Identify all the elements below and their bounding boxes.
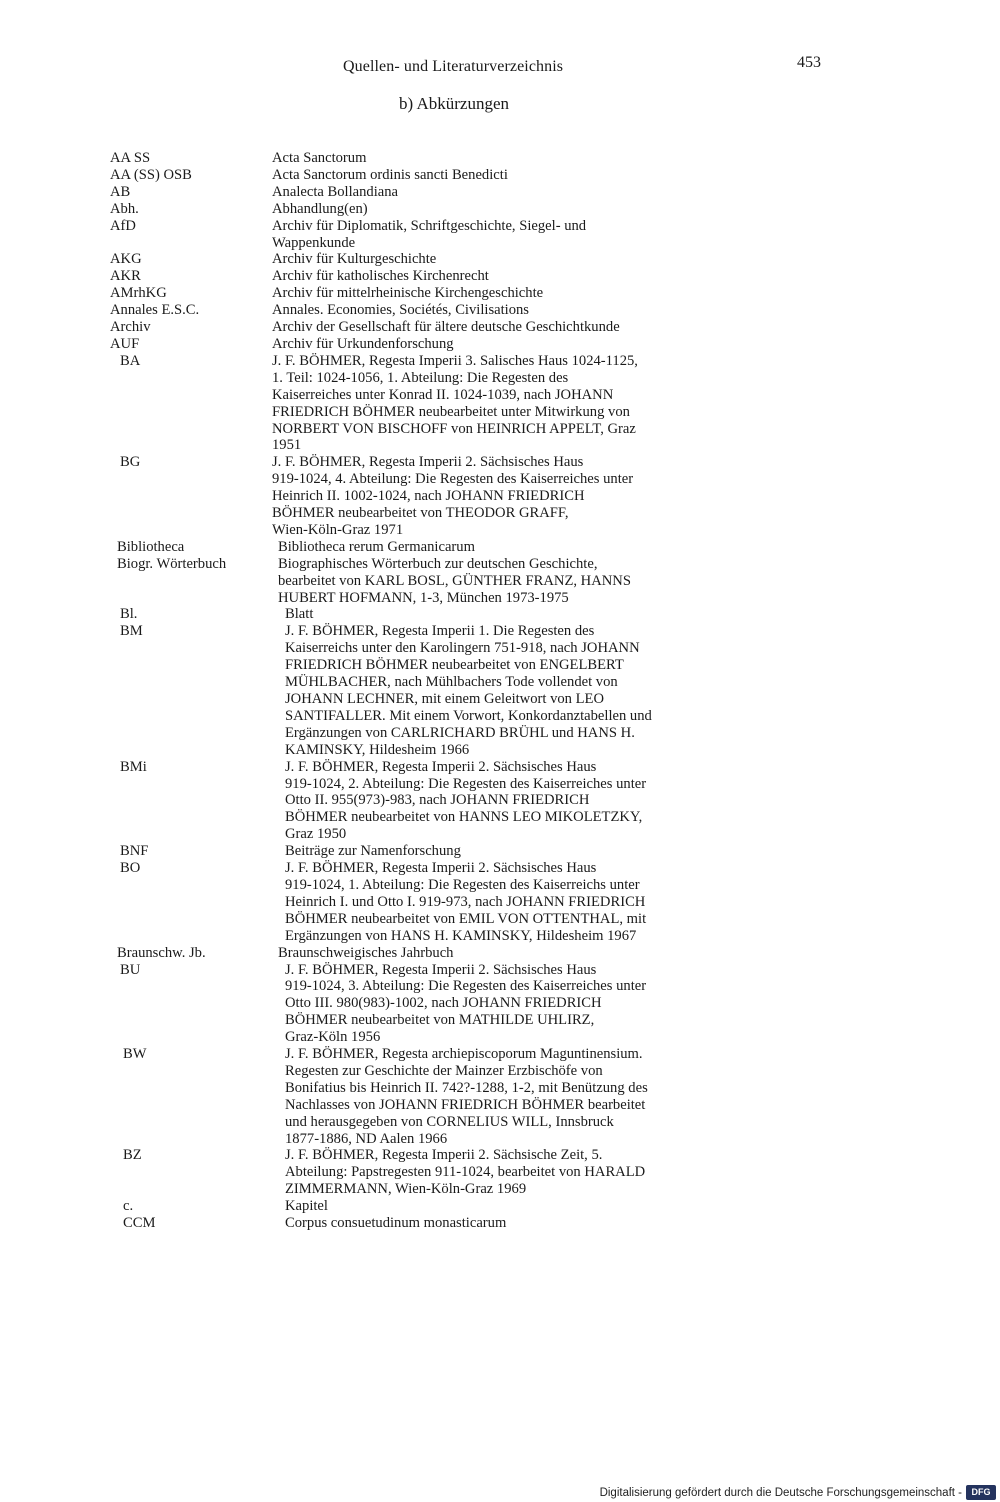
expansion-line: BÖHMER neubearbeitet von THEODOR GRAFF,: [272, 505, 569, 522]
abbreviation-entry: [0, 843, 1000, 860]
expansion-line: Beiträge zur Namenforschung: [285, 843, 461, 860]
abbreviation-entry: [0, 556, 1000, 607]
expansion-line: Corpus consuetudinum monasticarum: [285, 1215, 507, 1232]
abbreviation-entry: [0, 539, 1000, 556]
abbreviation-expansion: [272, 167, 742, 184]
abbreviation-term: BW: [123, 1046, 147, 1063]
expansion-line: Regesten zur Geschichte der Mainzer Erzbischöfe von: [285, 1062, 603, 1079]
abbreviation-term: AfD: [110, 217, 136, 234]
abbreviation-entry: [0, 962, 1000, 1047]
expansion-line: Archiv für Diplomatik, Schriftgeschichte, Siegel- und: [272, 217, 587, 234]
expansion-line: J. F. BÖHMER, Regesta Imperii 2. Sächsisches Haus: [285, 758, 597, 775]
abbreviation-entry: [0, 1046, 1000, 1147]
abbreviation-term: Abh.: [110, 200, 139, 217]
abbreviation-expansion: [278, 945, 748, 962]
expansion-line: 919-1024, 1. Abteilung: Die Regesten des Kaiserreichs unter: [285, 876, 640, 893]
expansion-line: Annales. Economies, Sociétés, Civilisations: [272, 302, 529, 319]
abbreviation-entry: [0, 945, 1000, 962]
expansion-line: KAMINSKY, Hildesheim 1966: [285, 741, 470, 758]
expansion-line: J. F. BÖHMER, Regesta archiepiscoporum Maguntinensium.: [285, 1046, 643, 1063]
abbreviation-term: BNF: [120, 843, 149, 860]
digitization-footer: [0, 1480, 1000, 1502]
abbreviation-expansion: [272, 150, 742, 167]
expansion-line: Analecta Bollandiana: [272, 183, 399, 200]
abbreviation-expansion: [278, 539, 748, 556]
expansion-line: ZIMMERMANN, Wien-Köln-Graz 1969: [285, 1181, 527, 1198]
expansion-line: BÖHMER neubearbeitet von EMIL VON OTTENTHAL, mit: [285, 910, 647, 927]
expansion-line: Archiv der Gesellschaft für ältere deutsche Geschichtkunde: [272, 319, 620, 336]
expansion-line: J. F. BÖHMER, Regesta Imperii 2. Sächsisches Haus: [272, 454, 584, 471]
expansion-line: MÜHLBACHER, nach Mühlbachers Tode vollendet von: [285, 674, 618, 691]
abbreviation-term: BM: [120, 623, 143, 640]
page-header: [0, 54, 1000, 84]
expansion-line: BÖHMER neubearbeitet von HANNS LEO MIKOLETZKY,: [285, 809, 643, 826]
abbreviation-term: BZ: [123, 1147, 142, 1164]
expansion-line: Archiv für Kulturgeschichte: [272, 251, 437, 268]
abbreviation-term: Biogr. Wörterbuch: [117, 555, 227, 572]
expansion-line: Graz-Köln 1956: [285, 1029, 381, 1046]
expansion-line: Acta Sanctorum ordinis sancti Benedicti: [272, 166, 508, 183]
expansion-line: und herausgegeben von CORNELIUS WILL, Innsbruck: [285, 1113, 614, 1130]
abbreviation-term: AB: [110, 183, 131, 200]
expansion-line: Bonifatius bis Heinrich II. 742?-1288, 1-2, mit Benützung des: [285, 1079, 648, 1096]
footer-text: Digitalisierung gefördert durch die Deutsche Forschungsgemeinschaft -: [599, 1487, 962, 1499]
page-number: 453: [797, 54, 821, 71]
abbreviation-term: BO: [120, 860, 141, 877]
expansion-line: SANTIFALLER. Mit einem Vorwort, Konkordanztabellen und: [285, 707, 652, 724]
abbreviation-entry: [0, 1215, 1000, 1232]
abbreviation-entry: [0, 285, 1000, 302]
abbreviation-expansion: [272, 319, 742, 336]
abbreviation-expansion: [285, 1215, 755, 1232]
abbreviation-expansion: [272, 251, 742, 268]
abbreviation-term: BMi: [120, 758, 147, 775]
abbreviation-expansion: [285, 1046, 755, 1147]
abbreviation-term: c.: [123, 1198, 134, 1215]
abbreviation-expansion: [272, 454, 742, 539]
expansion-line: 919-1024, 2. Abteilung: Die Regesten des Kaiserreiches unter: [285, 775, 647, 792]
abbreviation-expansion: [285, 860, 755, 945]
abbreviation-entry: [0, 218, 1000, 252]
abbreviation-expansion: [285, 1198, 755, 1215]
abbreviation-entry: [0, 759, 1000, 844]
abbreviation-expansion: [285, 759, 755, 844]
abbreviation-term: AUF: [110, 335, 140, 352]
abbreviation-term: Bl.: [120, 606, 138, 623]
expansion-line: Abteilung: Papstregesten 911-1024, bearbeitet von HARALD: [285, 1164, 646, 1181]
abbreviation-entry: [0, 302, 1000, 319]
abbreviation-term: AKR: [110, 268, 141, 285]
expansion-line: Abhandlung(en): [272, 200, 368, 217]
expansion-line: Blatt: [285, 606, 314, 623]
expansion-line: 1. Teil: 1024-1056, 1. Abteilung: Die Regesten des: [272, 369, 569, 386]
expansion-line: 919-1024, 3. Abteilung: Die Regesten des Kaiserreiches unter: [285, 978, 647, 995]
expansion-line: J. F. BÖHMER, Regesta Imperii 1. Die Regesten des: [285, 623, 595, 640]
abbreviation-entry: [0, 251, 1000, 268]
expansion-line: Archiv für mittelrheinische Kirchengeschichte: [272, 285, 544, 302]
abbreviation-term: AA SS: [110, 150, 151, 166]
expansion-line: Ergänzungen von CARLRICHARD BRÜHL und HANS H.: [285, 724, 635, 741]
expansion-line: J. F. BÖHMER, Regesta Imperii 2. Sächsisches Haus: [285, 860, 597, 877]
abbreviation-expansion: [278, 556, 748, 607]
expansion-line: 1877-1886, ND Aalen 1966: [285, 1130, 448, 1147]
abbreviation-term: Bibliotheca: [117, 538, 185, 555]
abbreviation-expansion: [285, 623, 755, 758]
expansion-line: Kaiserreichs unter den Karolingern 751-918, nach JOHANN: [285, 640, 640, 657]
expansion-line: 1951: [272, 437, 302, 454]
expansion-line: Ergänzungen von HANS H. KAMINSKY, Hildesheim 1967: [285, 927, 637, 944]
expansion-line: Biographisches Wörterbuch zur deutschen Geschichte,: [278, 555, 598, 572]
section-title: b) Abkürzungen: [399, 94, 510, 113]
expansion-line: J. F. BÖHMER, Regesta Imperii 2. Sächsische Zeit, 5.: [285, 1147, 603, 1164]
abbreviation-term: AMrhKG: [110, 285, 167, 302]
abbreviation-term: Annales E.S.C.: [110, 302, 200, 319]
abbreviation-entry: [0, 268, 1000, 285]
expansion-line: Heinrich I. und Otto I. 919-973, nach JOHANN FRIEDRICH: [285, 893, 646, 910]
running-title: Quellen- und Literaturverzeichnis: [343, 58, 564, 75]
abbreviation-term: BG: [120, 454, 141, 471]
expansion-line: Wien-Köln-Graz 1971: [272, 521, 404, 538]
abbreviation-list: [0, 150, 1000, 1232]
expansion-line: JOHANN LECHNER, mit einem Geleitwort von LEO: [285, 691, 604, 707]
abbreviation-entry: [0, 201, 1000, 218]
expansion-line: BÖHMER neubearbeitet von MATHILDE UHLIRZ,: [285, 1012, 595, 1029]
expansion-line: J. F. BÖHMER, Regesta Imperii 2. Sächsisches Haus: [285, 961, 597, 978]
expansion-line: Archiv für Urkundenforschung: [272, 335, 454, 352]
dfg-logo-icon: DFG: [966, 1485, 996, 1500]
abbreviation-entry: [0, 623, 1000, 758]
abbreviation-entry: [0, 1147, 1000, 1198]
abbreviation-expansion: [272, 353, 742, 454]
abbreviation-expansion: [272, 184, 742, 201]
abbreviation-expansion: [272, 201, 742, 218]
abbreviation-term: AKG: [110, 251, 142, 268]
abbreviation-entry: [0, 454, 1000, 539]
expansion-line: Wappenkunde: [272, 234, 356, 251]
abbreviation-expansion: [272, 268, 742, 285]
expansion-line: Bibliotheca rerum Germanicarum: [278, 538, 475, 555]
expansion-line: Heinrich II. 1002-1024, nach JOHANN FRIEDRICH: [272, 488, 585, 505]
abbreviation-expansion: [285, 1147, 755, 1198]
expansion-line: J. F. BÖHMER, Regesta Imperii 3. Salisches Haus 1024-1125,: [272, 352, 638, 369]
abbreviation-entry: [0, 319, 1000, 336]
abbreviation-entry: [0, 860, 1000, 945]
abbreviation-term: Archiv: [110, 319, 151, 336]
abbreviation-expansion: [272, 285, 742, 302]
expansion-line: NORBERT VON BISCHOFF von HEINRICH APPELT, Graz: [272, 420, 636, 437]
expansion-line: 919-1024, 4. Abteilung: Die Regesten des Kaiserreiches unter: [272, 471, 634, 488]
expansion-line: Braunschweigisches Jahrbuch: [278, 944, 454, 961]
abbreviation-entry: [0, 167, 1000, 184]
abbreviation-expansion: [272, 302, 742, 319]
expansion-line: FRIEDRICH BÖHMER neubearbeitet unter Mitwirkung von: [272, 403, 630, 420]
abbreviation-term: AA (SS) OSB: [110, 166, 192, 183]
abbreviation-term: CCM: [123, 1215, 156, 1232]
expansion-line: bearbeitet von KARL BOSL, GÜNTHER FRANZ, HANNS: [278, 572, 631, 589]
expansion-line: HUBERT HOFMANN, 1-3, München 1973-1975: [278, 589, 569, 606]
abbreviation-entry: [0, 1198, 1000, 1215]
abbreviation-expansion: [272, 218, 742, 252]
expansion-line: Otto II. 955(973)-983, nach JOHANN FRIEDRICH: [285, 792, 590, 809]
abbreviation-entry: [0, 336, 1000, 353]
expansion-line: Nachlasses von JOHANN FRIEDRICH BÖHMER bearbeitet: [285, 1096, 646, 1113]
expansion-line: FRIEDRICH BÖHMER neubearbeitet von ENGELBERT: [285, 657, 624, 674]
abbreviation-term: BA: [120, 352, 141, 369]
expansion-line: Kapitel: [285, 1198, 328, 1215]
abbreviation-entry: [0, 150, 1000, 167]
abbreviation-expansion: [285, 606, 755, 623]
abbreviation-expansion: [285, 962, 755, 1047]
expansion-line: Kaiserreiches unter Konrad II. 1024-1039, nach JOHANN: [272, 386, 614, 403]
abbreviation-term: Braunschw. Jb.: [117, 944, 206, 961]
expansion-line: Graz 1950: [285, 826, 347, 843]
abbreviation-entry: [0, 353, 1000, 454]
expansion-line: Acta Sanctorum: [272, 150, 367, 166]
expansion-line: Otto III. 980(983)-1002, nach JOHANN FRIEDRICH: [285, 995, 602, 1012]
abbreviation-expansion: [285, 843, 755, 860]
abbreviation-entry: [0, 606, 1000, 623]
abbreviation-expansion: [272, 336, 742, 353]
abbreviation-entry: [0, 184, 1000, 201]
expansion-line: Archiv für katholisches Kirchenrecht: [272, 268, 489, 285]
abbreviation-term: BU: [120, 961, 141, 978]
